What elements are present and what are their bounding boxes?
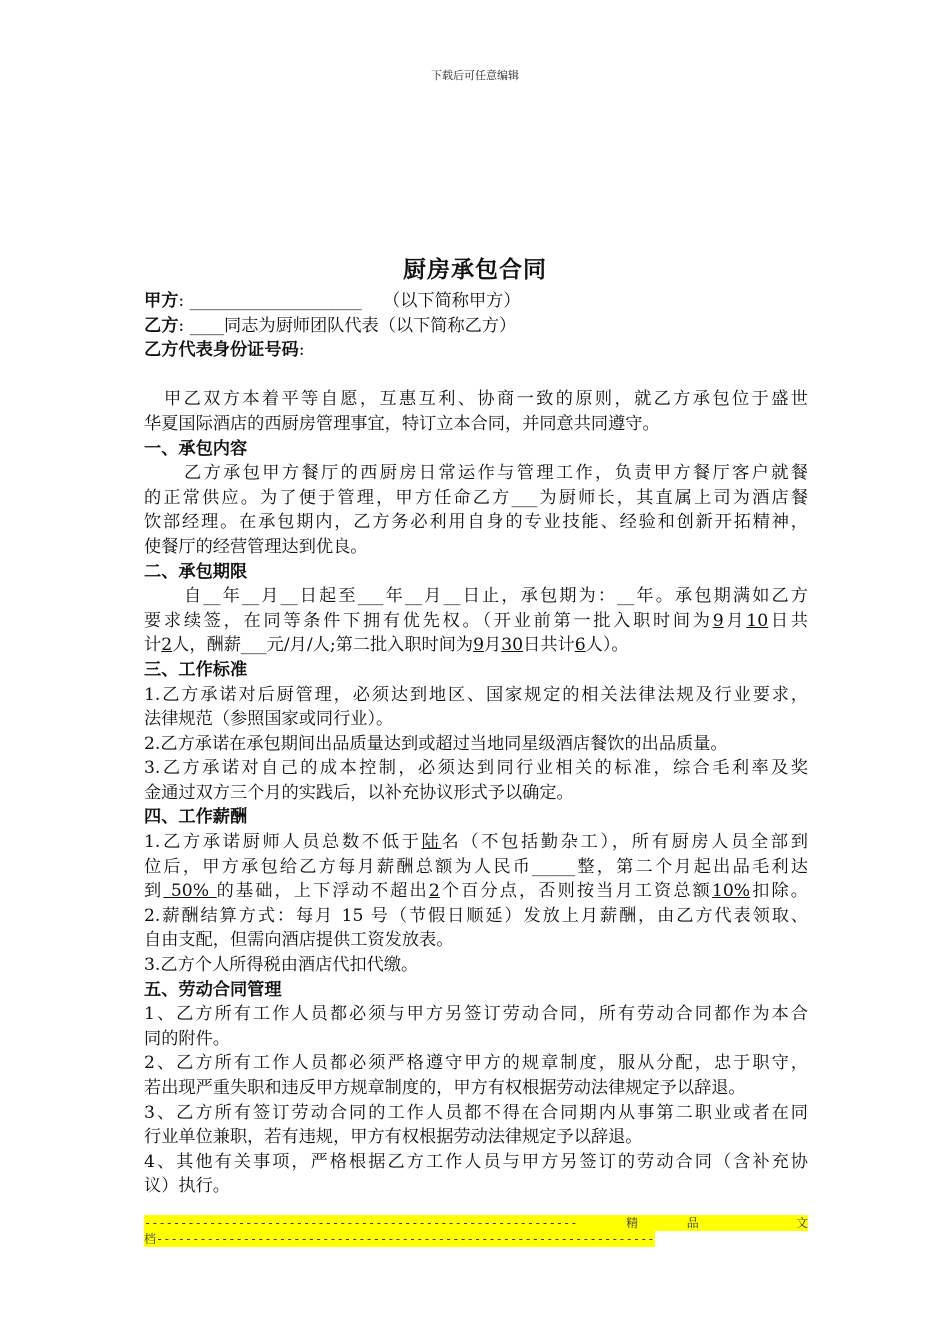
footer-word: 精 — [626, 1216, 639, 1230]
party-a-suffix: （以下简称甲方） — [383, 291, 521, 311]
section-line: 同的附件。 — [144, 1028, 230, 1049]
footer-word: 文 — [795, 1216, 808, 1230]
section-heading: 二、承包期限 — [144, 561, 248, 582]
party-a-blank: ____________________ — [189, 291, 362, 311]
margin-percent: 50% — [170, 881, 210, 902]
section-line: 自由支配，但需向酒店提供工资发放表。 — [144, 930, 454, 951]
section-heading: 四、工作薪酬 — [144, 807, 248, 828]
section-line: 到 50% 的基础，上下浮动不超出2个百分点，否则按当月工资总额10%扣除。 — [144, 881, 808, 902]
section-heading: 一、承包内容 — [144, 438, 248, 459]
section-line: 1.乙方承诺对后厨管理，必须达到地区、国家规定的相关法律法规及行业要求， — [144, 684, 808, 705]
party-a-colon: : — [178, 291, 185, 311]
section-line: 乙方承包甲方餐厅的西厨房日常运作与管理工作，负责甲方餐厅客户就餐 — [184, 463, 808, 484]
section-line: 2.乙方承诺在承包期间出品质量达到或超过当地同星级酒店餐饮的出品质量。 — [144, 733, 728, 754]
section-line: 若出现严重失职和违反甲方规章制度的，甲方有权根据劳动法律规定予以辞退。 — [144, 1078, 746, 1098]
section-line: 行业单位兼职，若有违规，甲方有权根据劳动法律规定予以辞退。 — [144, 1127, 643, 1148]
section-line: 4、其他有关事项，严格根据乙方工作人员与甲方另签订的劳动合同（含补充协 — [144, 1151, 808, 1172]
section-line: 使餐厅的经营管理达到优良。 — [144, 536, 368, 557]
section-line: 要求续签，在同等条件下拥有优先权。（开业前第一批入职时间为9月10日共 — [144, 610, 808, 631]
intro-line: 华夏国际酒店的西厨房管理事宜，特订立本合同，并同意共同遵守。 — [144, 413, 660, 434]
section-line: 饮部经理。在承包期内，乙方务必利用自身的专业技能、经验和创新开拓精神， — [144, 512, 808, 533]
float-points: 2 — [428, 881, 440, 902]
party-a-label: 甲方 — [144, 291, 179, 311]
party-b-id-line — [144, 338, 808, 363]
party-a-line — [144, 289, 808, 314]
section-line: 的正常供应。为了便于管理，甲方任命乙方___为厨师长，其直属上司为酒店餐 — [144, 487, 808, 508]
section-line: 计2人，酬薪___元/月/人;第二批入职时间为9月30日共计6人）。 — [144, 635, 629, 656]
section-line: 3.乙方承诺对自己的成本控制，必须达到同行业相关的标准，综合毛利率及奖 — [144, 758, 808, 779]
month-value: 9 — [473, 635, 485, 656]
intro-line: 甲乙双方本着平等自愿，互惠互利、协商一致的原则，就乙方承包位于盛世 — [164, 389, 808, 410]
party-b-id-label: 乙方代表身份证号码 — [144, 340, 299, 361]
deduction-percent: 10% — [711, 881, 751, 902]
footer-word: 品 — [686, 1216, 699, 1230]
staff-count: 陆 — [421, 832, 442, 853]
day-value: 30 — [501, 635, 524, 656]
footer-row: 档--------------------------------------------------------------------- — [144, 1232, 655, 1246]
party-b-label: 乙方 — [144, 315, 179, 336]
footer-row: ------------------------------------------------------------ 精 品 文 — [144, 1216, 808, 1230]
party-b-colon: : — [178, 315, 185, 336]
section-line: 1、乙方所有工作人员都必须与甲方另签订劳动合同，所有劳动合同都作为本合 — [144, 1004, 808, 1025]
footer-word: 档 — [144, 1232, 157, 1246]
footer-watermark — [144, 1215, 808, 1247]
day-value: 10 — [746, 610, 769, 631]
document-title: 厨房承包合同 — [403, 256, 547, 283]
section-line: 1.乙方承诺厨师人员总数不低于陆名（不包括勤杂工），所有厨房人员全部到 — [144, 832, 808, 853]
section-heading: 五、劳动合同管理 — [144, 979, 282, 1000]
section-line: 2.薪酬结算方式：每月 15 号（节假日顺延）发放上月薪酬，由乙方代表领取、 — [144, 905, 808, 926]
section-heading: 三、工作标准 — [144, 659, 248, 680]
count-value: 2 — [161, 635, 173, 656]
section-line: 3、乙方所有签订劳动合同的工作人员都不得在合同期内从事第二职业或者在同 — [144, 1102, 808, 1123]
party-b-line — [144, 314, 808, 339]
party-b-id-colon: : — [298, 340, 305, 361]
section-line: 金通过双方三个月的实践后，以补充协议形式予以确定。 — [144, 782, 574, 803]
section-line: 自__年__月__日起至___年__月__日止，承包期为：__年。承包期满如乙方 — [184, 586, 808, 607]
section-line: 3.乙方个人所得税由酒店代扣代缴。 — [144, 955, 419, 976]
section-line: 议）执行。 — [144, 1176, 230, 1197]
count-value: 6 — [574, 635, 586, 656]
contract-body — [144, 289, 808, 1199]
month-value: 9 — [712, 610, 724, 631]
section-line: 法律规范（参照国家或同行业）。 — [144, 709, 394, 730]
section-line: 位后，甲方承包给乙方每月薪酬总额为人民币_____整，第二个月起出品毛利达 — [144, 856, 808, 877]
header-note: 下载后可任意编辑 — [431, 69, 519, 82]
section-line: 2、乙方所有工作人员都必须严格遵守甲方的规章制度，服从分配，忠于职守， — [144, 1053, 808, 1074]
party-b-text: ____同志为厨师团队代表（以下简称乙方） — [189, 315, 517, 336]
